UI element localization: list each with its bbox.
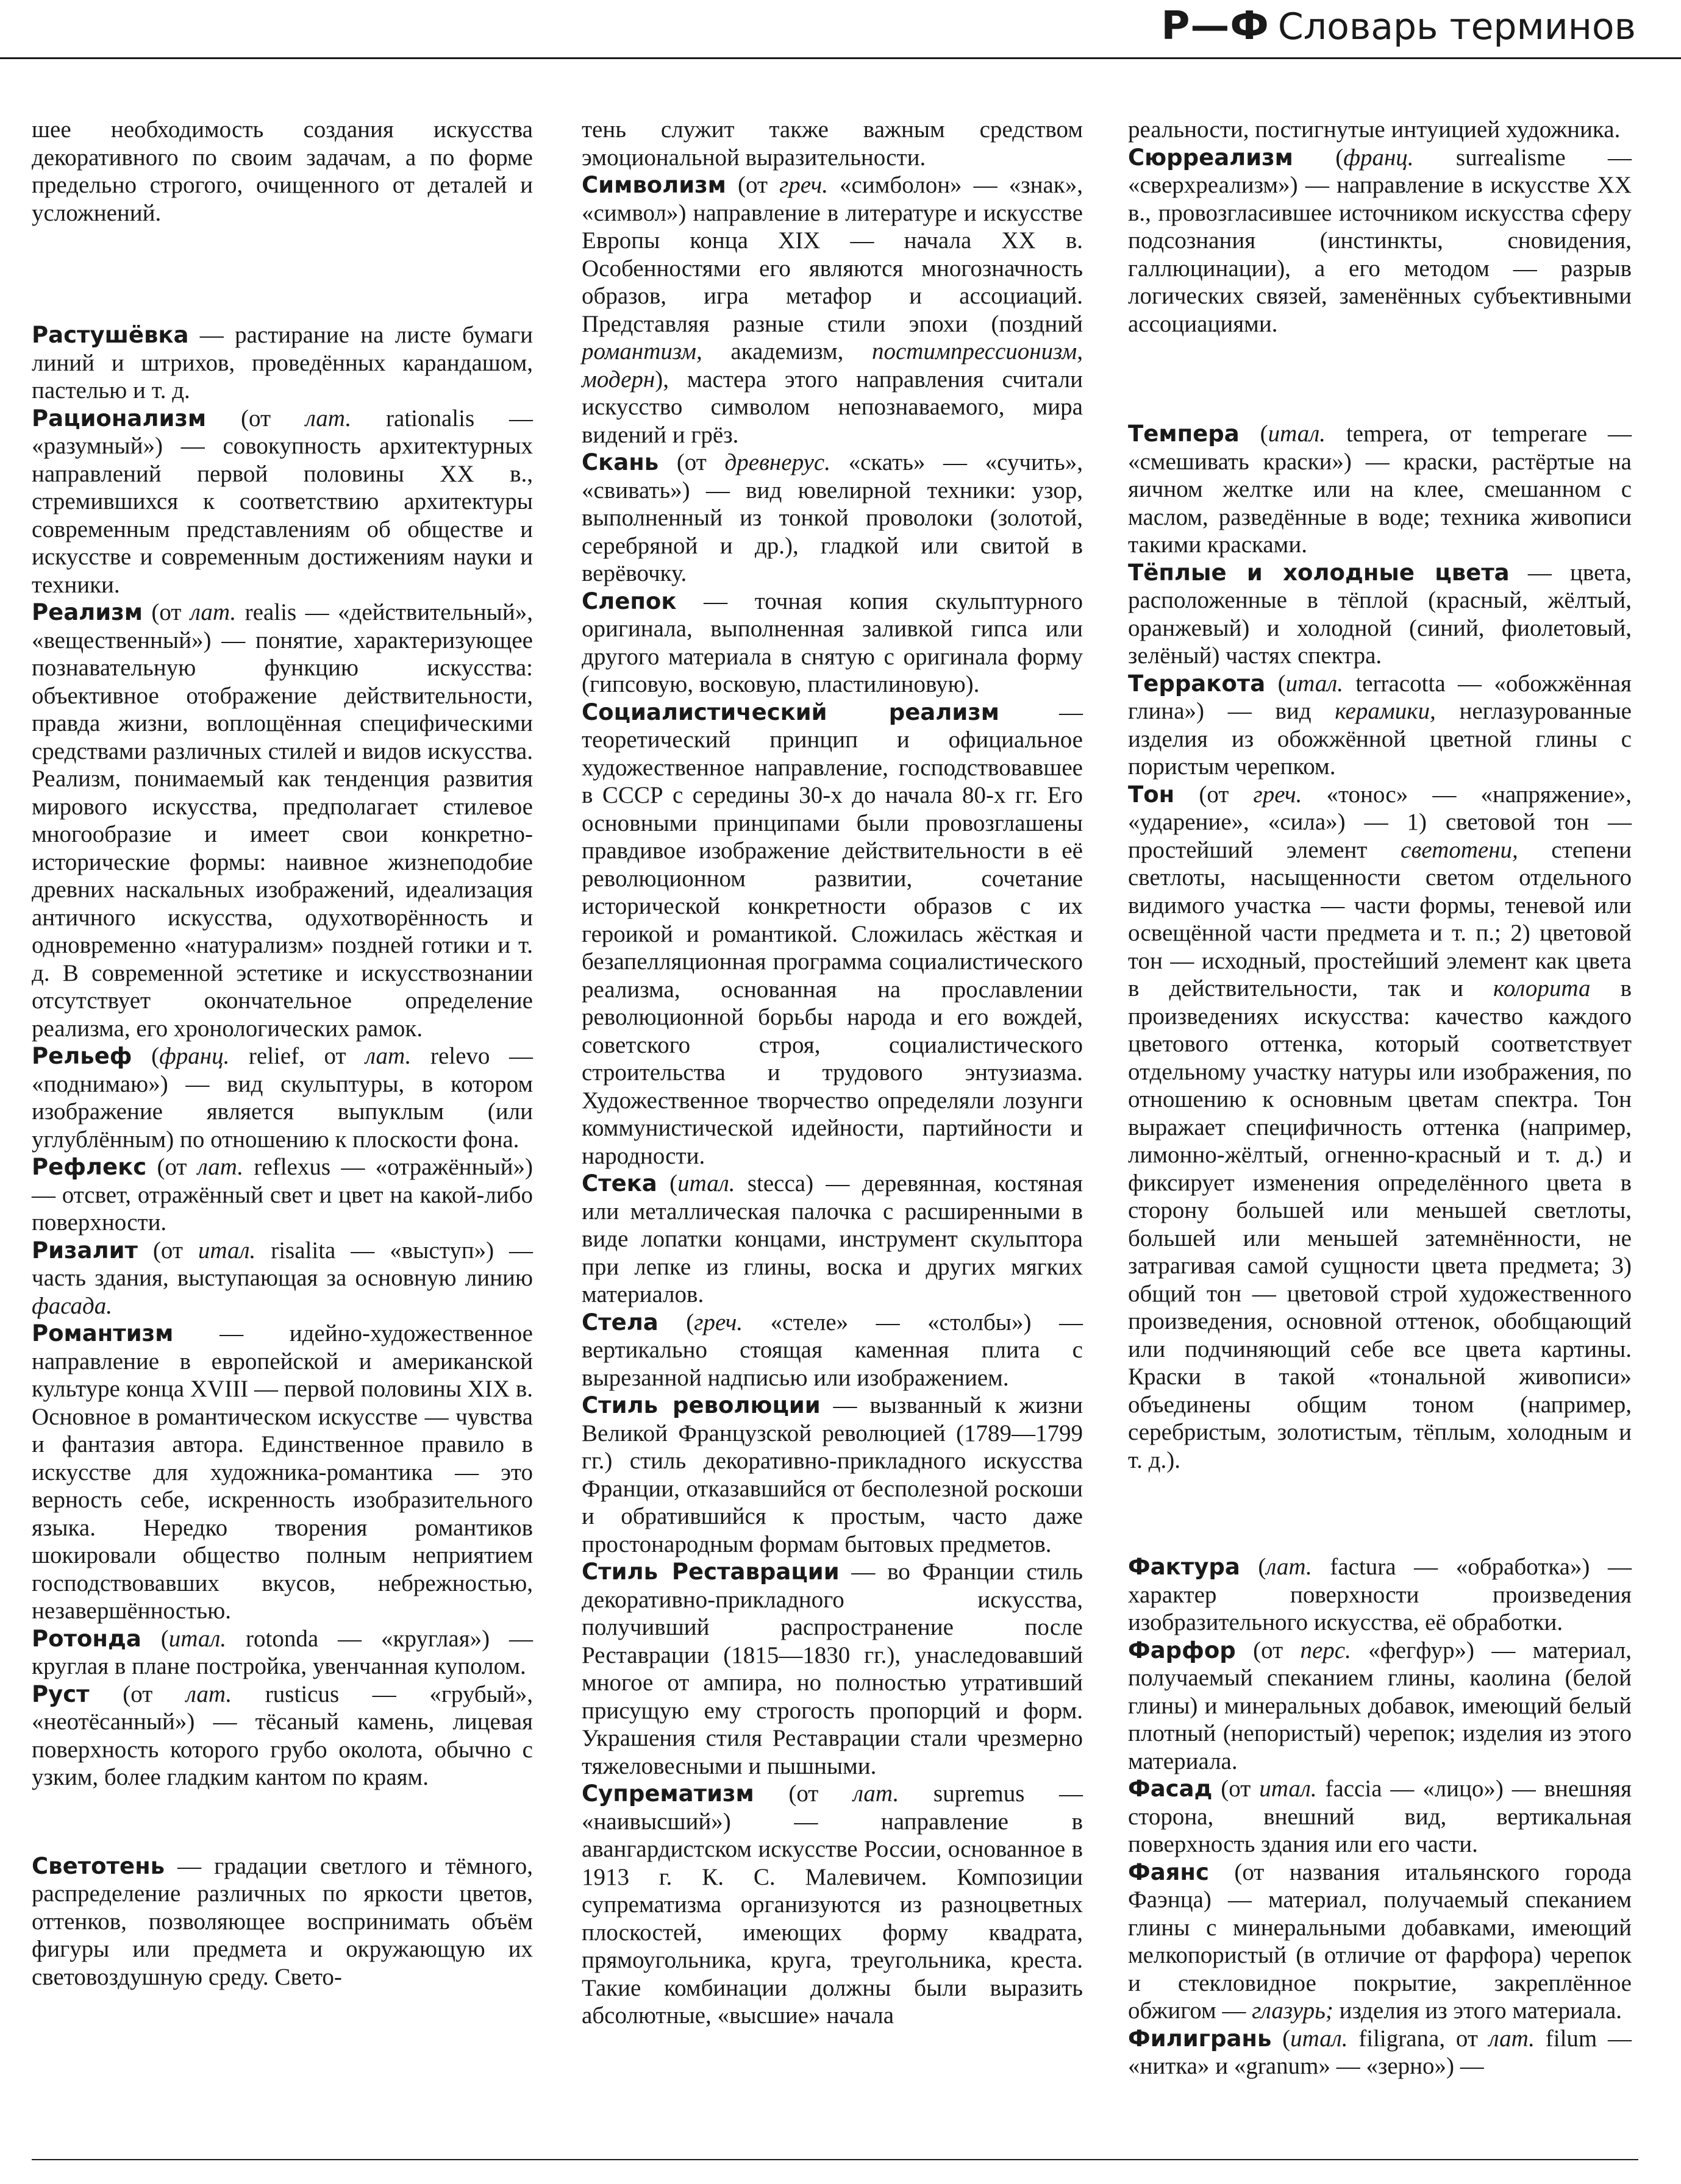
entry-text: relevo — «поднимаю») — вид скульптуры, в котором изображение является выпуклым (или углублённым) по отношению к плоскости фона. xyxy=(32,1043,533,1153)
entry-text: — вызванный к жизни Великой Французской революцией (1789—1799 гг.) стиль декоративно-прикладного искусства Франции, отказавшийся от бесполезной роскоши и обратившийся к простым, часто даже простонародным формам бытовых предметов. xyxy=(582,1392,1083,1557)
dictionary-entry xyxy=(32,321,533,405)
entry-text: ( xyxy=(1293,144,1344,171)
entry-text: (от xyxy=(89,1681,186,1707)
dictionary-entry xyxy=(32,1681,533,1791)
dictionary-entry xyxy=(1128,670,1632,781)
entry-text: risalita — «выступ») — часть здания, выступающая за основную линию xyxy=(32,1237,533,1291)
dictionary-entry xyxy=(32,116,533,227)
entry-text: изделия из этого материала. xyxy=(1333,1997,1622,2024)
section-spacer xyxy=(32,1791,533,1852)
entry-text: (от xyxy=(726,172,780,198)
dictionary-entry xyxy=(582,1392,1083,1558)
entry-text: — цвета, расположенные в тёплой (красный, жёлтый, оранжевый) и холодной (синий, фиолетовый, зелёный) частях спектра. xyxy=(1128,559,1632,669)
entry-term: Фаянс xyxy=(1128,1859,1209,1885)
entry-text: «тонос» — «напряжение», «ударение», «сила») — 1) световой тон — простейший элемент xyxy=(1128,781,1632,863)
italic-text: лат. xyxy=(190,599,237,625)
entry-text: тень служит также важным средством эмоциональной выразительности. xyxy=(582,116,1083,171)
entry-text: «фегфур») — материал, получаемый спеканием глины, каолина (белой глины) и минеральных добавок, имеющий белый плотный (непористый) черепок; изделия из этого материала. xyxy=(1128,1637,1632,1774)
entry-text: степени светлоты, насыщенности светом отдельного видимого участка — части формы, теневой или освещённой части предмета и т. п.; 2) цветовой тон — исходный, простейший элемент как цвета в действительности, так и xyxy=(1128,836,1632,1001)
entry-term: Реализм xyxy=(32,599,143,625)
italic-text: франц. xyxy=(159,1043,230,1069)
entry-text: (от xyxy=(142,599,190,625)
dictionary-entry xyxy=(32,405,533,599)
entry-term: Тёплые и холодные цвета xyxy=(1128,559,1510,586)
dictionary-entry xyxy=(582,1780,1083,2030)
section-spacer xyxy=(1128,338,1632,420)
entry-text: tempera, от temperare — «смешивать краски») — краски, растёртые на яичном желтке или на клее, смешанном с маслом, разведённые в воде; техника живописи такими красками. xyxy=(1128,421,1632,558)
dictionary-entry xyxy=(1128,116,1632,144)
italic-text: керамики, xyxy=(1335,698,1436,724)
header-rule xyxy=(0,57,1681,59)
entry-text: terracotta — «обожжённая глина») — вид xyxy=(1128,670,1632,724)
entry-text: — точная копия скульптурного оригинала, выполненная заливкой гипса или другого материала в снятую с оригинала форму (гипсовую, восковую, пластилиновую). xyxy=(582,588,1083,697)
running-head xyxy=(1162,0,1636,52)
entry-text: (от xyxy=(658,449,725,475)
dictionary-entry xyxy=(32,1852,533,1991)
italic-text: лат. xyxy=(1266,1554,1312,1580)
entry-term: Стела xyxy=(582,1309,658,1336)
italic-text: перс. xyxy=(1300,1637,1351,1663)
entry-term: Фасад xyxy=(1128,1776,1213,1802)
entry-term: Социалистический реализм xyxy=(582,699,1000,725)
entry-text: академизм, xyxy=(702,338,872,365)
italic-text: фасада. xyxy=(32,1292,112,1319)
entry-text: (от названия итальянского города Фаэнца) — материал, получаемый спеканием глины с минеральными добавками, имеющий мелкопористый (в отличие от фарфора) черепок и стекловидное покрытие, закреплённое обжигом — xyxy=(1128,1859,1632,2024)
dictionary-entry xyxy=(32,1237,533,1320)
entry-text: rusticus — «грубый», «неотёсанный») — тёсаный камень, лицевая поверхность которого грубо околота, обычно с узким, более гладким кантом по краям. xyxy=(32,1681,533,1790)
entry-term: Фарфор xyxy=(1128,1637,1236,1663)
dictionary-entry xyxy=(582,699,1083,1170)
entry-text: ( xyxy=(657,1170,678,1197)
entry-text: supremus — «наивысший») — направление в авангардистском искусстве России, основанное в 1913 г. К. С. Малевичем. Композиции супрематизма организуются из разноцветных плоскостей, имеющих форму квадрата, прямоугольника, круга, треугольника, креста. Такие комбинации должны были выразить абсолютные, «высшие» начала xyxy=(582,1780,1083,2029)
entry-term: Руст xyxy=(32,1681,90,1707)
entry-term: Ротонда xyxy=(32,1625,141,1652)
italic-text: итал. xyxy=(198,1237,256,1264)
entry-term: Темпера xyxy=(1128,421,1240,447)
entry-term: Слепок xyxy=(582,588,677,614)
italic-text: итал. xyxy=(1285,670,1344,697)
dictionary-entry xyxy=(32,1042,533,1153)
entry-term: Рельеф xyxy=(32,1043,132,1069)
dictionary-entry xyxy=(32,1625,533,1681)
entry-term: Супрематизм xyxy=(582,1780,754,1807)
entry-text: (от xyxy=(1212,1776,1260,1802)
italic-text: итал. xyxy=(1259,1776,1317,1802)
italic-text: греч. xyxy=(1253,781,1302,808)
dictionary-entry xyxy=(582,588,1083,699)
entry-text: (от xyxy=(146,1154,198,1180)
entry-text: factura — «обработка») — характер поверхности произведения изобразительного искусства, её обработки. xyxy=(1128,1554,1632,1635)
entry-term: Филигрань xyxy=(1128,2025,1272,2052)
entry-term: Стиль революции xyxy=(582,1392,821,1418)
dictionary-entry xyxy=(1128,144,1632,338)
text-column-1 xyxy=(32,116,533,1991)
italic-text: лат. xyxy=(305,405,352,432)
dictionary-entry xyxy=(582,171,1083,449)
entry-term: Тон xyxy=(1128,781,1175,808)
dictionary-entry xyxy=(1128,781,1632,1474)
entry-text: surrealisme — «сверхреализм») — направление в искусстве XX в., провозгласившее источником искусства сферу подсознания (инстинкты, сновидения, галлюцинации), а его методом — разрыв логических связей, заменённых субъективными ассоциациями. xyxy=(1128,144,1632,337)
entry-text: relief, от xyxy=(229,1043,366,1069)
entry-text: filum — «нитка» и «granum» — «зерно») — xyxy=(1128,2025,1632,2079)
dictionary-entry xyxy=(32,1320,533,1625)
italic-text: греч. xyxy=(694,1309,743,1336)
entry-text: (от xyxy=(1174,781,1254,808)
entry-term: Рефлекс xyxy=(32,1154,147,1180)
text-column-2 xyxy=(582,116,1083,2030)
dictionary-entry xyxy=(1128,1859,1632,2025)
entry-text: ( xyxy=(1265,670,1286,697)
entry-text: ( xyxy=(132,1043,160,1069)
entry-term: Растушёвка xyxy=(32,322,189,348)
italic-text: франц. xyxy=(1343,144,1414,171)
entry-text: reflexus — «отражённый») — отсвет, отражённый свет и цвет на какой-либо поверхности. xyxy=(32,1154,533,1236)
dictionary-entry xyxy=(582,449,1083,588)
dictionary-entry xyxy=(1128,1775,1632,1859)
entry-text: в произведениях искусства: качество каждого цветового оттенка, который соответствует отдельному участку натуры или изображения, по отношению к основным цветам спектра. Тон выражает специфичность оттенка (например, лимонно-жёлтый, огненно-красный и т. д.) и фиксирует изменения определённого цвета в сторону большей или меньшей светлоты, большей или меньшей затемнённости, не затрагивая самой сущности цвета предмета; 3) общий тон — цветовой строй художественного произведения, основной оттенок, обобщающий или подчиняющий себе все цвета картины. Краски в такой «тональной живописи» объединены общим тоном (например, серебристым, золотистым, тёплым, холодным и т. д.). xyxy=(1128,975,1632,1473)
italic-text: итал. xyxy=(1290,2025,1348,2052)
dictionary-entry xyxy=(32,599,533,1042)
entry-term: Рационализм xyxy=(32,405,207,432)
entry-text: «скать» — «сучить», «свивать») — вид ювелирной техники: узор, выполненный из тонкой проволоки (золотой, серебряной и др.), гладкой или свитой в верёвочку. xyxy=(582,449,1083,586)
entry-text: шее необходимость создания искусства декоративного по своим задачам, а по форме предельно строгого, очищенного от деталей и усложнений. xyxy=(32,116,533,226)
italic-text: глазурь; xyxy=(1252,1997,1333,2024)
entry-text: ( xyxy=(1240,1554,1266,1580)
entry-text: ( xyxy=(141,1625,169,1652)
entry-text: реальности, постигнутые интуицией художника. xyxy=(1128,116,1621,143)
entry-text: неглазурованные изделия из обожжённой цветной глины с пористым черепком. xyxy=(1128,698,1632,780)
entry-term: Стека xyxy=(582,1170,657,1197)
entry-text: «стеле» — «столбы») — вертикально стоящая каменная плита с вырезанной надписью или изображением. xyxy=(582,1309,1083,1391)
entry-term: Стиль Реставрации xyxy=(582,1559,840,1585)
dictionary-entry xyxy=(1128,1553,1632,1637)
text-column-3 xyxy=(1128,116,1632,2080)
entry-text: ( xyxy=(1239,421,1268,447)
italic-text: светотени, xyxy=(1401,836,1518,863)
italic-text: лат. xyxy=(197,1154,244,1180)
section-letters: Р—Ф xyxy=(1161,4,1269,49)
entry-text: «симболон» — «знак», «символ») направление в литературе и искусстве Европы конца XIX — начала XX в. Особенностями его являются многозначность образов, игра метафор и ассоциаций. Представляя разные стили эпохи (поздний xyxy=(582,172,1083,337)
entry-text: (от xyxy=(137,1237,198,1264)
section-title: Словарь терминов xyxy=(1277,5,1636,48)
entry-text: — идейно-художественное направление в европейской и американской культуре конца XVIII — первой половины XIX в. Основное в романтическом искусстве — чувства и фантазия автора. Единственное правило в искусстве для художника-романтика — это верность себе, искренность изобразительного языка. Нередко творения романтиков шокировали общество полным неприятием господствовавших вкусов, небрежностью, незавершённостью. xyxy=(32,1320,533,1624)
italic-text: итал. xyxy=(1268,421,1326,447)
italic-text: колорита xyxy=(1493,975,1591,1001)
entry-text: ( xyxy=(1271,2025,1291,2052)
entry-term: Романтизм xyxy=(32,1320,174,1346)
entry-text: ), мастера этого направления считали искусство символом непознаваемого, мира видений и грёз. xyxy=(582,366,1083,448)
italic-text: греч. xyxy=(779,172,828,198)
entry-term: Терракота xyxy=(1128,670,1266,697)
entry-text: — во Франции стиль декоративно-прикладного искусства, получивший распространение после Реставрации (1815—1830 гг.), унаследовавший многое от ампира, но полностью утративший присущую ему строгость пропорций и форм. Украшения стиля Реставрации стали чрезмерно тяжеловесными и пышными. xyxy=(582,1559,1083,1779)
entry-text: stecca) — деревянная, костяная или металлическая палочка с расширенными в виде лопатки концами, инструмент скульптора при лепке из глины, воска и других мягких материалов. xyxy=(582,1170,1083,1307)
italic-text: лат. xyxy=(365,1043,412,1069)
entry-term: Символизм xyxy=(582,172,726,198)
dictionary-entry xyxy=(582,116,1083,171)
entry-text: — градации светлого и тёмного, распределение различных по яркости цветов, оттенков, позволяющее воспринимать объём фигуры или предмета и окружающую их световоздушную среду. Свето- xyxy=(32,1852,533,1990)
entry-text: ( xyxy=(658,1309,694,1336)
entry-text: (от xyxy=(1235,1637,1301,1663)
italic-text: постимпрессионизм, модерн xyxy=(582,338,1083,393)
dictionary-entry xyxy=(582,1558,1083,1780)
dictionary-entry xyxy=(32,1153,533,1237)
entry-text: rotonda — «круглая») — круглая в плане постройка, увенчанная куполом. xyxy=(32,1625,533,1679)
page-header xyxy=(0,0,1681,72)
entry-term: Светотень xyxy=(32,1852,165,1879)
section-spacer xyxy=(32,227,533,321)
entry-term: Ризалит xyxy=(32,1237,138,1264)
italic-text: лат. xyxy=(1488,2025,1535,2052)
entry-text: filigrana, от xyxy=(1347,2025,1489,2052)
italic-text: романтизм, xyxy=(582,338,702,365)
footer-rule xyxy=(32,2159,1638,2160)
dictionary-entry xyxy=(1128,420,1632,559)
entry-term: Фактура xyxy=(1128,1554,1240,1580)
italic-text: итал. xyxy=(677,1170,735,1197)
entry-text: — теоретический принцип и официальное художественное направление, господствовавшее в СССР с середины 30-х до начала 80-х гг. Его основными принципами были провозглашены правдивое изображение действительности в её революционном развитии, сочетание исторической конкретности образов с их героикой и романтикой. Сложилась жёсткая и безапелляционная программа социалистического реализма, основанная на прославлении революционной борьбы народа и его вождей, советского строя, социалистического строительства и трудового энтузиазма. Художественное творчество определяли лозунги коммунистической идейности, партийности и народности. xyxy=(582,699,1083,1169)
dictionary-entry xyxy=(1128,2025,1632,2080)
dictionary-entry xyxy=(1128,559,1632,670)
entry-text: (от xyxy=(206,405,305,432)
entry-term: Сюрреализм xyxy=(1128,144,1293,171)
section-spacer xyxy=(1128,1474,1632,1553)
italic-text: итал. xyxy=(168,1625,227,1652)
italic-text: древнерус. xyxy=(724,449,830,475)
entry-text: rationalis — «разумный») — совокупность архитектурных направлений первой половины XX в., стремившихся к соответствию архитектуры современным представлениям об обществе и искусстве и современным достижениям науки и техники. xyxy=(32,405,533,598)
italic-text: лат. xyxy=(852,1780,899,1807)
dictionary-entry xyxy=(582,1309,1083,1392)
entry-text: — растирание на листе бумаги линий и штрихов, проведённых карандашом, пастелью и т. д. xyxy=(32,322,533,404)
italic-text: лат. xyxy=(185,1681,232,1707)
entry-text: realis — «действительный», «вещественный») — понятие, характеризующее познавательную функцию искусства: объективное отображение действительности, правда жизни, воплощённая специфическими средствами различных стилей и видов искусства. Реализм, понимаемый как тенденция развития мирового искусства, предполагает стилевое многообразие и имеет свои конкретно-исторические формы: наивное жизнеподобие древних наскальных изображений, идеализация античного искусства, одухотворённость и одновременно «натурализм» поздней готики и т. д. В современной эстетике и искусствознании отсутствует окончательное определение реализма, его хронологических рамок. xyxy=(32,599,533,1042)
entry-term: Скань xyxy=(582,449,659,475)
entry-text: (от xyxy=(754,1780,853,1807)
entry-text: faccia — «лицо») — внешняя сторона, внешний вид, вертикальная поверхность здания или его части. xyxy=(1128,1776,1632,1857)
dictionary-entry xyxy=(1128,1637,1632,1776)
dictionary-entry xyxy=(582,1170,1083,1309)
